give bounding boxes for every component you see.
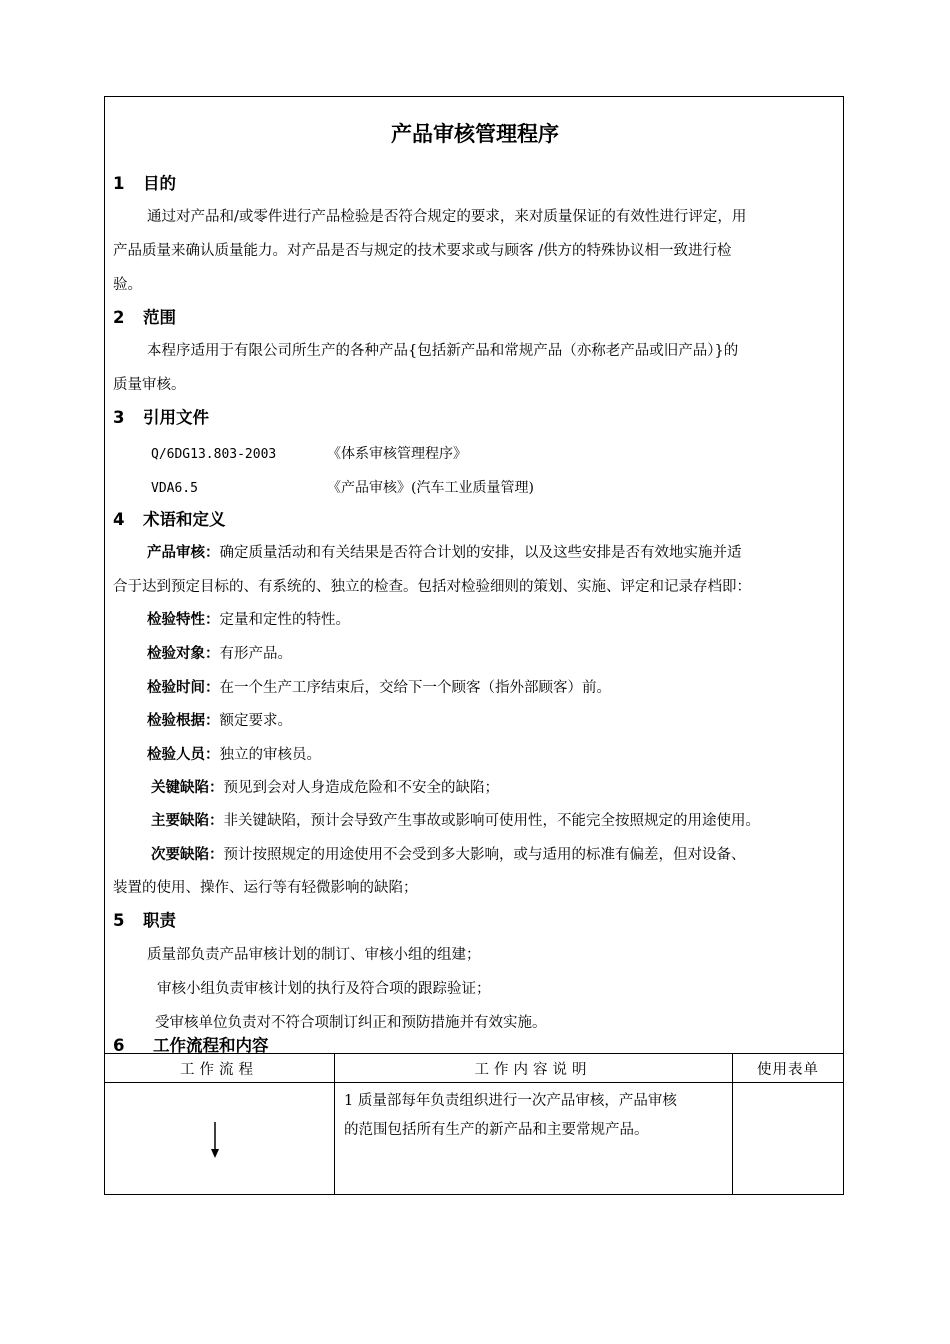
section-heading-terms: 4 术语和定义 <box>113 510 226 529</box>
section-heading-scope: 2 范围 <box>113 308 176 327</box>
purpose-line-3: 验。 <box>113 277 142 293</box>
section-heading-responsibilities: 5 职责 <box>113 911 176 930</box>
section-heading-references: 3 引用文件 <box>113 408 209 427</box>
down-arrow-icon <box>209 1122 221 1158</box>
reference-item: Q/6DG13.803-2003 《体系审核管理程序》 <box>151 446 467 462</box>
table-row1-content-line1: 1 质量部每年负责组织进行一次产品审核，产品审核 <box>344 1093 677 1109</box>
term-inspection-characteristic: 检验特性：定量和定性的特性。 <box>147 612 350 628</box>
scope-line-1: 本程序适用于有限公司所生产的各种产品{包括新产品和常规产品（亦称老产品或旧产品）}的 <box>147 343 739 359</box>
reference-item: VDA6.5 《产品审核》(汽车工业质量管理) <box>151 480 534 496</box>
term-product-audit: 产品审核：确定质量活动和有关结果是否符合计划的安排，以及这些安排是否有效地实施并适 <box>147 545 742 561</box>
term-inspection-basis: 检验根据：额定要求。 <box>147 713 292 729</box>
term-product-audit-cont: 合于达到预定目标的、有系统的、独立的检查。包括对检验细则的策划、实施、评定和记录存档即： <box>113 579 751 595</box>
term-critical-defect: 关键缺陷：预见到会对人身造成危险和不安全的缺陷； <box>151 780 499 796</box>
table-header-forms: 使用表单 <box>757 1062 819 1078</box>
section-heading-workflow: 6 工作流程和内容 <box>113 1036 269 1055</box>
table-header-workflow: 工作流程 <box>180 1062 258 1078</box>
term-inspection-time: 检验时间：在一个生产工序结束后，交给下一个顾客（指外部顾客）前。 <box>147 680 611 696</box>
term-minor-defect: 次要缺陷：预计按照规定的用途使用不会受到多大影响，或与适用的标准有偏差，但对设备、 <box>151 847 746 863</box>
term-major-defect: 主要缺陷：非关键缺陷，预计会导致产生事故或影响可使用性，不能完全按照规定的用途使用。 <box>151 813 760 829</box>
page-title: 产品审核管理程序 <box>391 122 559 146</box>
table-row1-content-line2: 的范围包括所有生产的新产品和主要常规产品。 <box>344 1122 649 1138</box>
scope-line-2: 质量审核。 <box>113 377 186 393</box>
table-header-content: 工作内容说明 <box>474 1062 592 1078</box>
table-header-divider <box>104 1082 844 1083</box>
term-inspection-object: 检验对象：有形产品。 <box>147 646 292 662</box>
responsibility-line-1: 质量部负责产品审核计划的制订、审核小组的组建； <box>147 947 481 963</box>
responsibility-line-2: 审核小组负责审核计划的执行及符合项的跟踪验证； <box>157 981 491 997</box>
responsibility-line-3: 受审核单位负责对不符合项制订纠正和预防措施并有效实施。 <box>155 1015 547 1031</box>
section-heading-purpose: 1 目的 <box>113 174 176 193</box>
term-inspector: 检验人员：独立的审核员。 <box>147 747 321 763</box>
purpose-line-2: 产品质量来确认质量能力。对产品是否与规定的技术要求或与顾客 /供方的特殊协议相一致进行检 <box>113 243 732 259</box>
purpose-line-1: 通过对产品和/或零件进行产品检验是否符合规定的要求，来对质量保证的有效性进行评定，用 <box>147 209 747 225</box>
term-minor-defect-cont: 装置的使用、操作、运行等有轻微影响的缺陷； <box>113 880 418 896</box>
